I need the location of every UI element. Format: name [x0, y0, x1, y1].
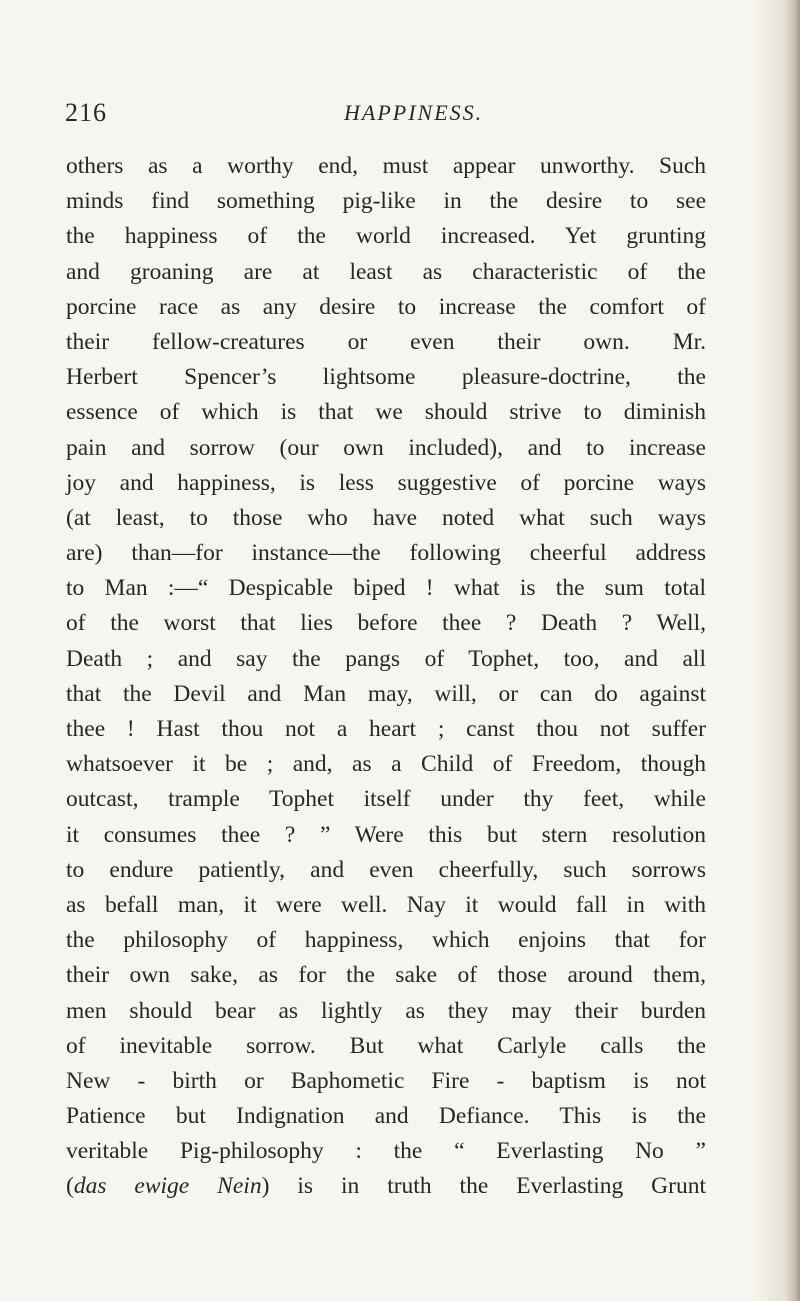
- text-line: pain and sorrow (our own included), and to increase: [66, 434, 706, 461]
- line-remainder: ) is in truth the Everlasting Grunt: [261, 1173, 706, 1200]
- text-line: whatsoever it be ; and, as a Child of Freedom, though: [66, 751, 706, 778]
- text-line: joy and happiness, is less suggestive of porcine ways: [66, 469, 706, 496]
- text-line: thee ! Hast thou not a heart ; canst thou not suffer: [66, 716, 706, 742]
- text-line: Death ; and say the pangs of Tophet, too, and all: [66, 645, 706, 672]
- text-line: men should bear as lightly as they may their burden: [66, 997, 706, 1024]
- text-line: the happiness of the world increased. Yet grunting: [66, 223, 706, 250]
- text-line: of the worst that lies before thee ? Death ? Well,: [66, 610, 706, 637]
- page-header: [65, 98, 685, 142]
- italic-phrase: das ewige Nein: [73, 1173, 262, 1200]
- body-text: [66, 149, 706, 1205]
- text-line: as befall man, it were well. Nay it would fall in with: [66, 891, 706, 918]
- text-line: and groaning are at least as characteristic of the: [66, 258, 706, 285]
- page-edge-shadow: [786, 0, 800, 1301]
- text-line: the philosophy of happiness, which enjoins that for: [66, 927, 706, 954]
- text-line: (at least, to those who have noted what such ways: [66, 504, 706, 531]
- text-line: Patience but Indignation and Defiance. This is the: [66, 1103, 706, 1130]
- text-line: veritable Pig-philosophy : the “ Everlasting No ”: [66, 1138, 706, 1165]
- text-line: essence of which is that we should strive to diminish: [66, 399, 706, 426]
- text-line: are) than—for instance—the following cheerful address: [66, 540, 706, 567]
- text-line-last: [66, 1169, 706, 1204]
- text-line: that the Devil and Man may, will, or can do against: [66, 680, 706, 707]
- text-line: their own sake, as for the sake of those around them,: [66, 962, 706, 989]
- text-line: it consumes thee ? ” Were this but stern resolution: [66, 821, 706, 848]
- open-paren: (: [66, 1173, 74, 1200]
- text-line: Herbert Spencer’s lightsome pleasure-doctrine, the: [66, 364, 706, 391]
- text-line: porcine race as any desire to increase the comfort of: [66, 293, 706, 320]
- text-line: outcast, trample Tophet itself under thy feet, while: [66, 786, 706, 813]
- page-number: 216: [65, 98, 107, 127]
- text-line: minds find something pig-like in the desire to see: [66, 188, 706, 215]
- text-line: of inevitable sorrow. But what Carlyle calls the: [66, 1032, 706, 1059]
- running-title: HAPPINESS.: [344, 100, 484, 125]
- text-line: to endure patiently, and even cheerfully, such sorrows: [66, 856, 706, 883]
- text-line: their fellow-creatures or even their own. Mr.: [66, 328, 706, 355]
- text-line: New - birth or Baphometic Fire - baptism is not: [66, 1067, 706, 1094]
- text-line: others as a worthy end, must appear unworthy. Such: [66, 153, 706, 179]
- text-line: to Man :—“ Despicable biped ! what is the sum total: [66, 575, 706, 602]
